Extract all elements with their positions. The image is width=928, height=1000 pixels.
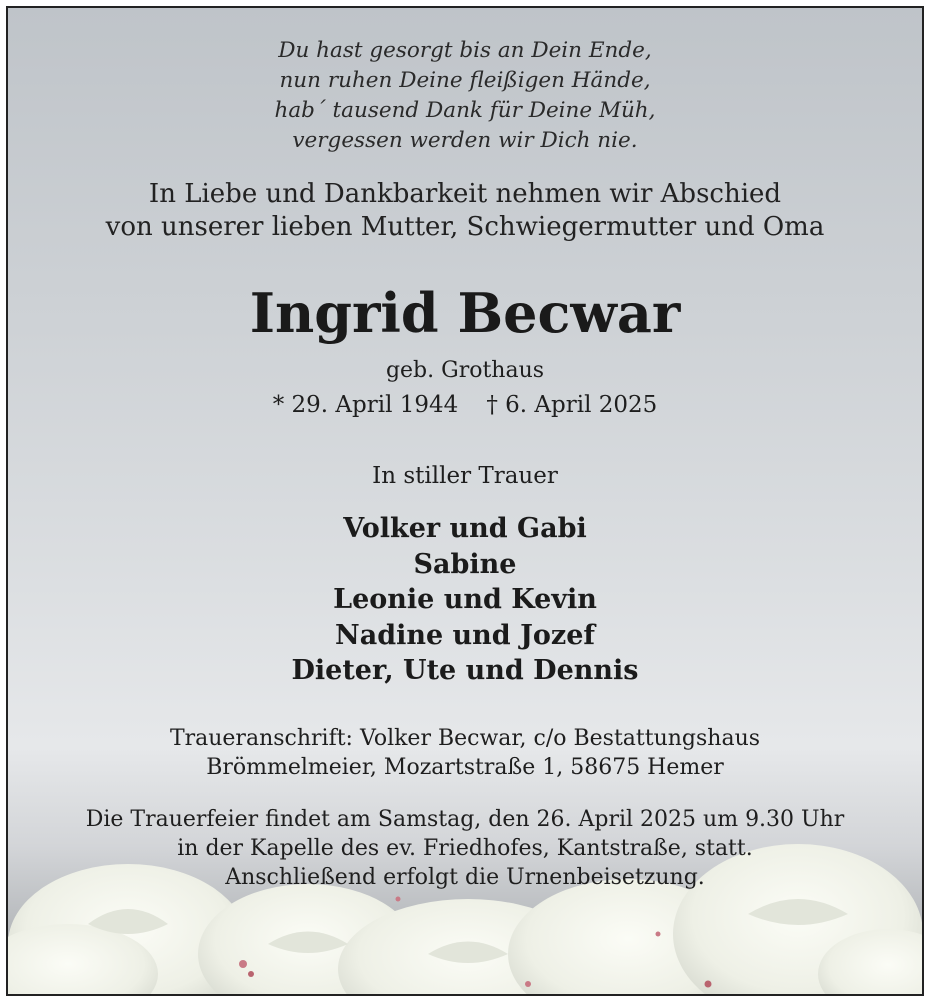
funeral-service-info (8, 805, 922, 892)
family-member: Nadine und Jozef (335, 619, 595, 651)
death-date: † 6. April 2025 (486, 392, 658, 418)
family-member: Sabine (413, 548, 517, 580)
family-member: Dieter, Ute und Dennis (291, 655, 639, 686)
family-list (8, 511, 922, 689)
birth-date: * 29. April 1944 (272, 392, 459, 418)
address-line: Brömmelmeier, Mozartstraße 1, 58675 Hemer (206, 755, 724, 780)
poem (8, 36, 922, 156)
intro-line: von unserer lieben Mutter, Schwiegermutter und Oma (105, 212, 825, 242)
service-line: in der Kapelle des ev. Friedhofes, Kantstraße, statt. (177, 836, 753, 861)
service-line: Die Trauerfeier findet am Samstag, den 26. April 2025 um 9.30 Uhr (85, 807, 845, 832)
poem-line: vergessen werden wir Dich nie. (292, 128, 638, 153)
intro-text (8, 178, 922, 244)
poem-line: Du hast gesorgt bis an Dein Ende, (278, 38, 652, 63)
mourning-address (8, 724, 922, 782)
obituary-card (6, 6, 924, 996)
service-line: Anschließend erfolgt die Urnenbeisetzung. (225, 865, 705, 890)
address-line: Traueranschrift: Volker Becwar, c/o Bestattungshaus (169, 726, 761, 751)
poem-line: nun ruhen Deine fleißigen Hände, (279, 68, 651, 93)
family-member: Leonie und Kevin (333, 584, 597, 615)
mourning-line: In stiller Trauer (372, 463, 558, 489)
intro-line: In Liebe und Dankbarkeit nehmen wir Abschied (148, 179, 782, 209)
poem-line: hab´ tausend Dank für Deine Müh, (274, 98, 656, 123)
deceased-name: Ingrid Becwar (249, 281, 681, 345)
birth-name: geb. Grothaus (385, 358, 545, 383)
family-member: Volker und Gabi (343, 513, 587, 544)
life-dates (8, 389, 922, 421)
